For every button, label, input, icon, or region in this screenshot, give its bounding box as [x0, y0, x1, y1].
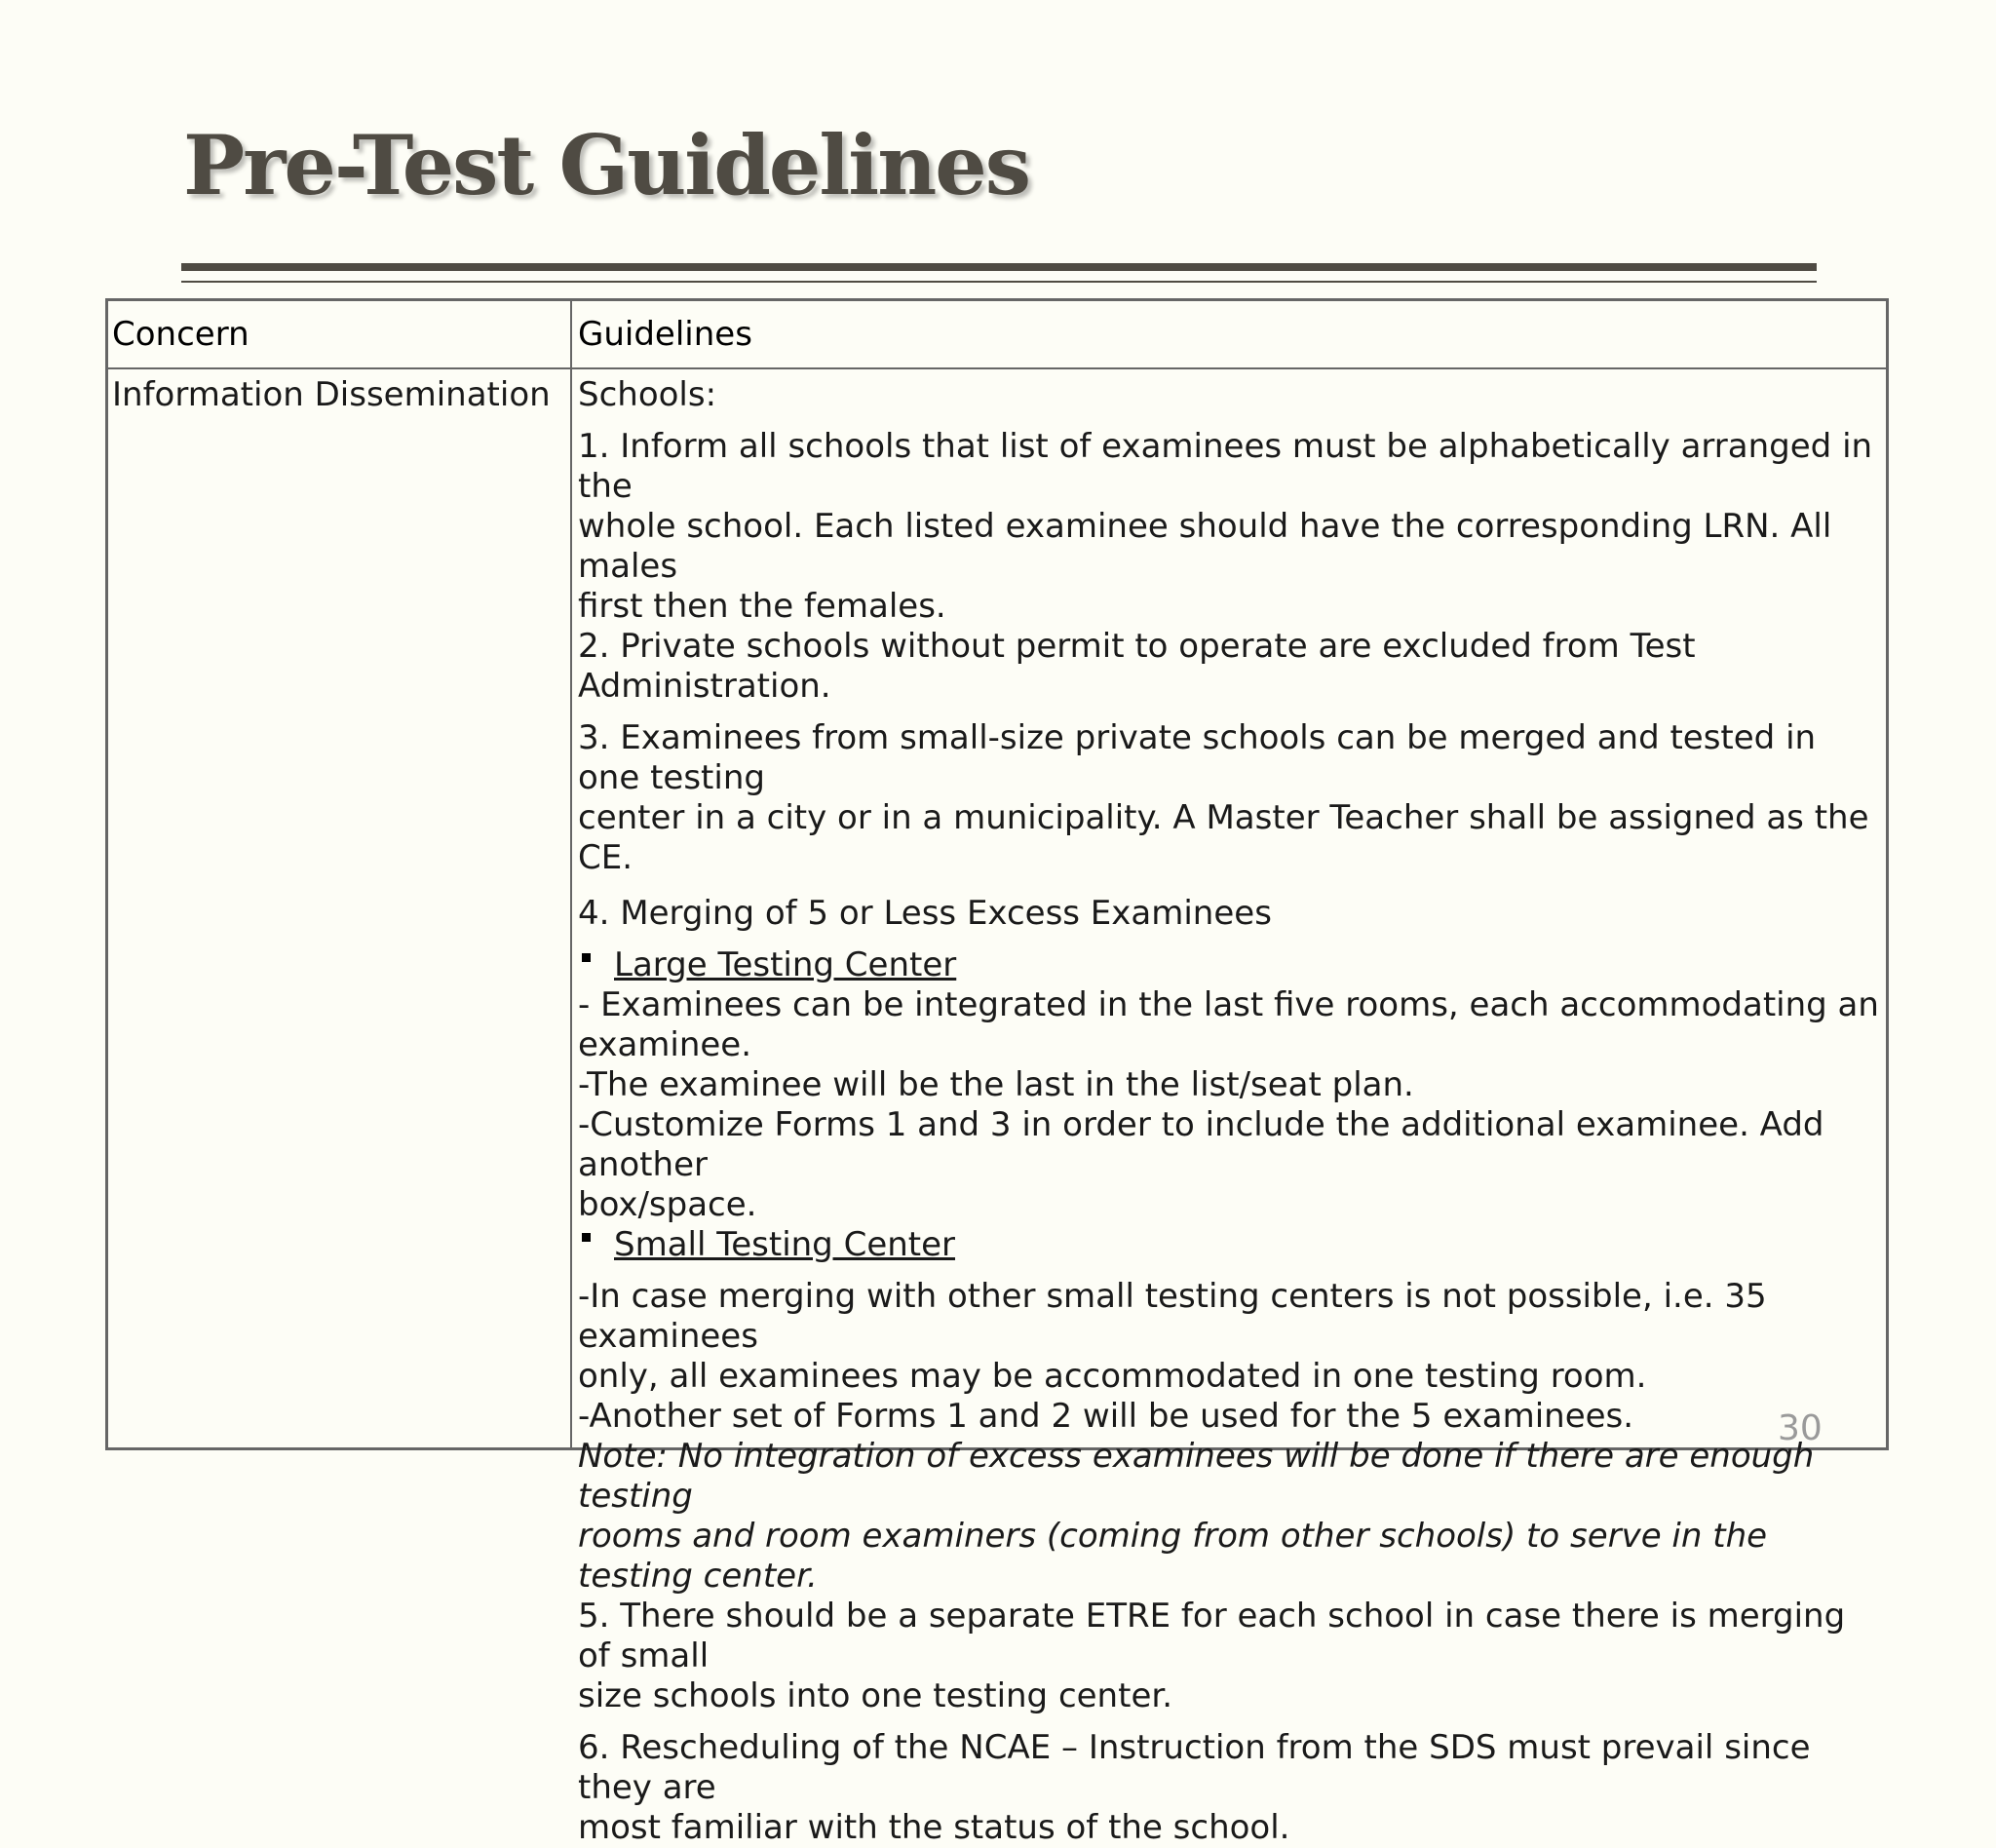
small-testing-center-text	[578, 1277, 1884, 1437]
page-number: 30	[1778, 1408, 1823, 1448]
guideline-item-4: 4. Merging of 5 or Less Excess Examinees	[578, 894, 1272, 933]
small-center-line: -Another set of Forms 1 and 2 will be used for the 5 examinees.	[578, 1397, 1634, 1436]
guideline-item-2: 2. Private schools without permit to operate are excluded from Test Administration.	[578, 627, 1696, 706]
large-testing-center-text	[578, 985, 1884, 1225]
item3-line: center in a city or in a municipality. A Master Teacher shall be assigned as the CE.	[578, 798, 1869, 877]
large-center-line: - Examinees can be integrated in the last five rooms, each accommodating an	[578, 985, 1879, 1024]
small-testing-center-label: Small Testing Center	[614, 1225, 956, 1264]
small-testing-center-bullet	[578, 1225, 1884, 1265]
guideline-item-1	[578, 427, 1884, 627]
item1-line: whole school. Each listed examinee should have the corresponding LRN. All males	[578, 507, 1832, 586]
large-center-line: -Customize Forms 1 and 3 in order to include the additional examinee. Add another	[578, 1105, 1824, 1184]
square-bullet-icon	[582, 953, 591, 962]
small-center-line: only, all examinees may be accommodated in one testing room.	[578, 1357, 1647, 1396]
guideline-item-3	[578, 718, 1884, 878]
item6-line: 6. Rescheduling of the NCAE – Instruction from the SDS must prevail since they are	[578, 1728, 1811, 1807]
large-testing-center-label: Large Testing Center	[614, 945, 957, 984]
large-center-line: -The examinee will be the last in the list/seat plan.	[578, 1065, 1414, 1104]
small-center-line: -In case merging with other small testing centers is not possible, i.e. 35 examinees	[578, 1277, 1767, 1356]
large-center-line: box/space.	[578, 1185, 757, 1224]
note-line: rooms and room examiners (coming from other schools) to serve in the testing center.	[578, 1517, 1768, 1596]
column-divider	[570, 301, 572, 1447]
item3-line: 3. Examinees from small-size private schools can be merged and tested in one testing	[578, 718, 1817, 797]
square-bullet-icon	[582, 1233, 591, 1242]
guidelines-cell	[578, 375, 1884, 1848]
large-center-line: examinee.	[578, 1025, 752, 1064]
guideline-item-5	[578, 1597, 1884, 1716]
item1-line: 1. Inform all schools that list of examinees must be alphabetically arranged in the	[578, 427, 1873, 506]
guideline-item-6	[578, 1728, 1884, 1848]
title-rule-thin	[181, 281, 1817, 283]
title-rule-thick	[181, 263, 1817, 271]
item1-line: first then the females.	[578, 587, 946, 626]
header-guidelines: Guidelines	[578, 315, 752, 354]
guidelines-table	[105, 298, 1889, 1847]
header-concern: Concern	[112, 315, 250, 354]
slide-title: Pre-Test Guidelines	[183, 117, 1029, 213]
table-header-row	[108, 301, 1886, 369]
large-testing-center-bullet	[578, 945, 1884, 985]
item6-line: most familiar with the status of the school.	[578, 1808, 1290, 1847]
concern-cell: Information Dissemination	[112, 375, 551, 414]
note-line: Note: No integration of excess examinees will be done if there are enough testing	[578, 1437, 1815, 1516]
note-text	[578, 1437, 1884, 1597]
item5-line: 5. There should be a separate ETRE for each school in case there is merging of small	[578, 1597, 1846, 1675]
schools-label: Schools:	[578, 375, 717, 414]
item5-line: size schools into one testing center.	[578, 1676, 1173, 1715]
